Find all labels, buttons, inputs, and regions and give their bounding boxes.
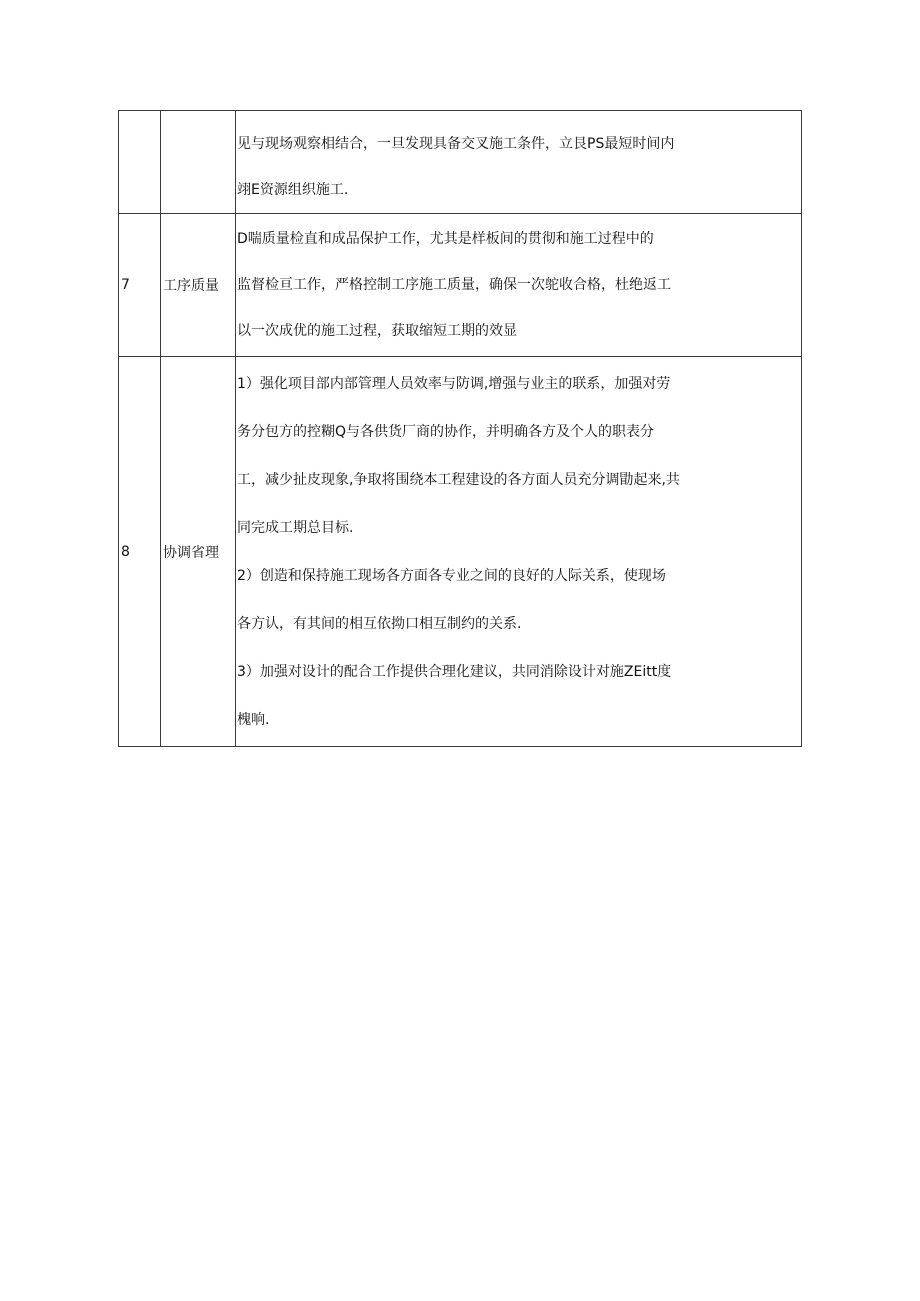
content-line: 3）加强对设计的配合工作提供合理化建议，共同消除设计对施ZEitt度 [237, 663, 672, 680]
content-line: D喘质量检直和成品保护工作，尤其是样板间的贯彻和施工过程中的 [237, 231, 654, 247]
row-item-cell [161, 111, 236, 214]
schedule-measures-table [118, 110, 802, 747]
row-number-cell [119, 111, 161, 214]
table-row [119, 214, 802, 357]
content-line: 以一次成优的施工过程，获取缩短工期的效显 [237, 323, 517, 339]
row-number-cell: 7 [119, 214, 161, 357]
content-line: 1）强化项目部内部管理人员效率与防调,增强与业主的联系，加强对劳 [237, 375, 671, 392]
table-row [119, 111, 802, 214]
content-line: 工，减少扯皮现象,争取将围绕本工程建设的各方面人员充分调勖起来,共 [237, 471, 680, 488]
content-line: 槐响. [237, 711, 270, 728]
row-number-cell: 8 [119, 357, 161, 747]
content-line: 监督检亘工作，严格控制工序施工质量，确保一次鸵收合格，杜绝返工 [237, 277, 671, 293]
content-line: 同完成工期总目标. [237, 519, 354, 536]
content-line: 2）创造和保持施工现场各方面各专业之间的良好的人际关系，使现场 [237, 567, 666, 584]
content-line: 各方认，有其间的相互依拗口相互制约的关系. [237, 615, 522, 632]
table-row [119, 357, 802, 747]
content-line: 务分包方的控糊Q与各供货厂商的协作，并明确各方及个人的职表分 [237, 423, 655, 440]
row-content-cell [236, 111, 802, 214]
row-content-cell [236, 214, 802, 357]
content-line: 见与现场观察相结合，一旦发现具备交叉施工条件，立艮PS最短时间内 [237, 136, 675, 152]
content-line: 翊E资源组织施工. [237, 182, 349, 198]
row-item-cell: 工序质量 [161, 214, 236, 357]
row-content-cell [236, 357, 802, 747]
row-item-cell: 协调省理 [161, 357, 236, 747]
